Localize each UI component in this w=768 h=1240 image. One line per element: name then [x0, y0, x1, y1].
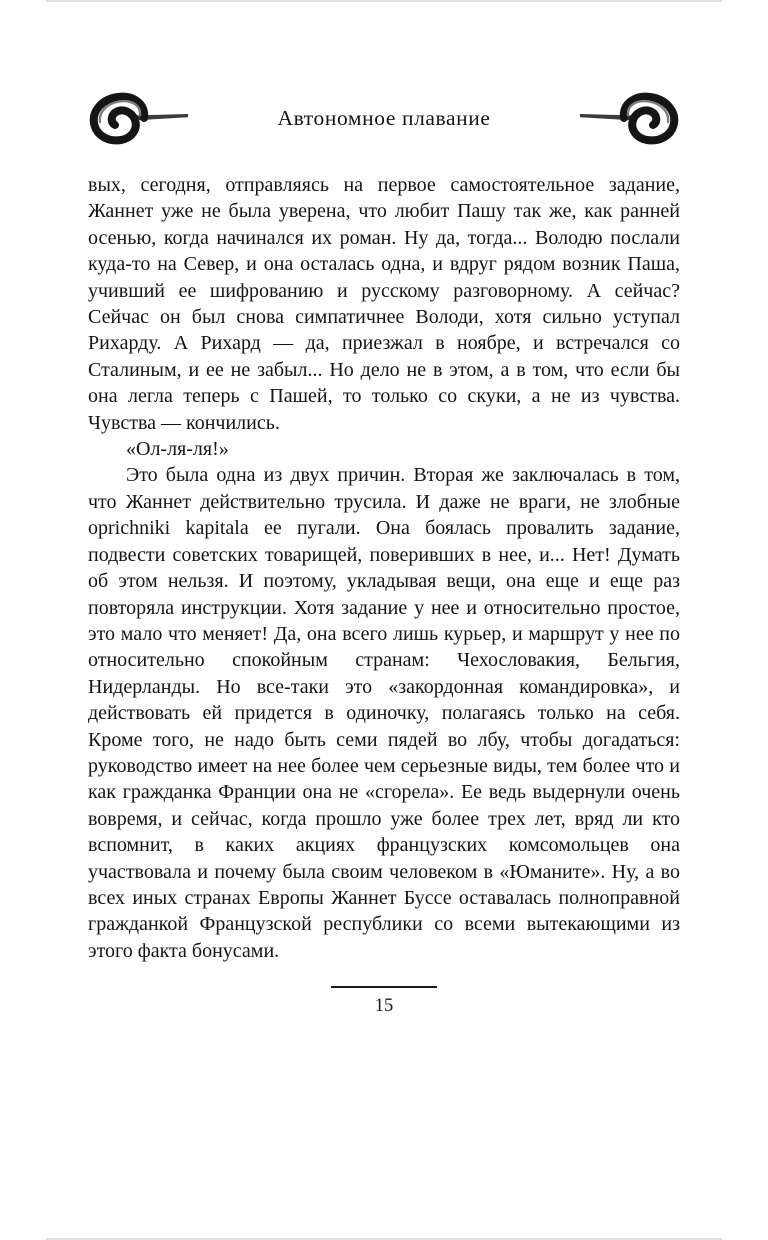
chapter-title: Автономное плавание: [277, 105, 491, 130]
running-header: [88, 90, 680, 146]
paragraph: вых, сегодня, отправляясь на первое самостоятельное задание, Жаннет уже не была уверена, что любит Пашу так же, как ранней осенью, когда начинался их роман. Ну да, тогда... Володю послали куда-то на Север, и она осталась одна, и вдруг рядом возник Паша, учивший ее шифрованию и русскому разговорному. А сейчас? Сейчас он был снова симпатичнее Володи, хотя сильно уступал Рихарду. А Рихард — да, приезжал в ноябре, и встречался со Сталиным, и ее не забыл... Но дело не в этом, а в том, что если бы она легла теперь с Пашей, то только со скуки, а не из чувства. Чувства — кончились.: [88, 174, 680, 434]
paragraph: «Ол-ля-ля!»: [126, 438, 229, 461]
page-text: [88, 172, 680, 964]
page-number: 15: [374, 996, 394, 1017]
scroll-flourish-left-icon: [88, 91, 188, 145]
paragraph: Это была одна из двух причин. Вторая же заключалась в том, что Жаннет действительно трусила. И даже не враги, не злобные oprichniki kapitala ее пугали. Она боялась провалить задание, подвести советских товарищей, поверивших в нее, и... Нет! Думать об этом нельзя. И поэтому, укладывая вещи, она еще и еще раз повторяла инструкции. Хотя задание у нее и относительно простое, это мало что меняет! Да, она всего лишь курьер, и маршрут у нее по относительно спокойным странам: Чехословакия, Бельгия, Нидерланды. Но все-таки это «закордонная командировка», и действовать ей придется в одиночку, полагаясь только на себя. Кроме того, не надо быть семи пядей во лбу, чтобы догадаться: руководство имеет на нее более чем серьезные виды, тем более что и как гражданка Франции она не «сгорела». Ее ведь выдернули очень вовремя, и сейчас, когда прошло уже более трех лет, вряд ли кто вспомнит, в каких акциях французских комсомольцев она участвовала и почему была своим человеком в «Юманите». Ну, а во всех иных странах Европы Жаннет Буссе оставалась полноправной гражданкой Французской республики со всеми вытекающими из этого факта бонусами.: [88, 464, 680, 962]
page-footer: [88, 986, 680, 1017]
footer-rule: [331, 986, 437, 988]
scroll-flourish-right-icon: [580, 91, 680, 145]
scan-edge-top: [46, 0, 722, 2]
